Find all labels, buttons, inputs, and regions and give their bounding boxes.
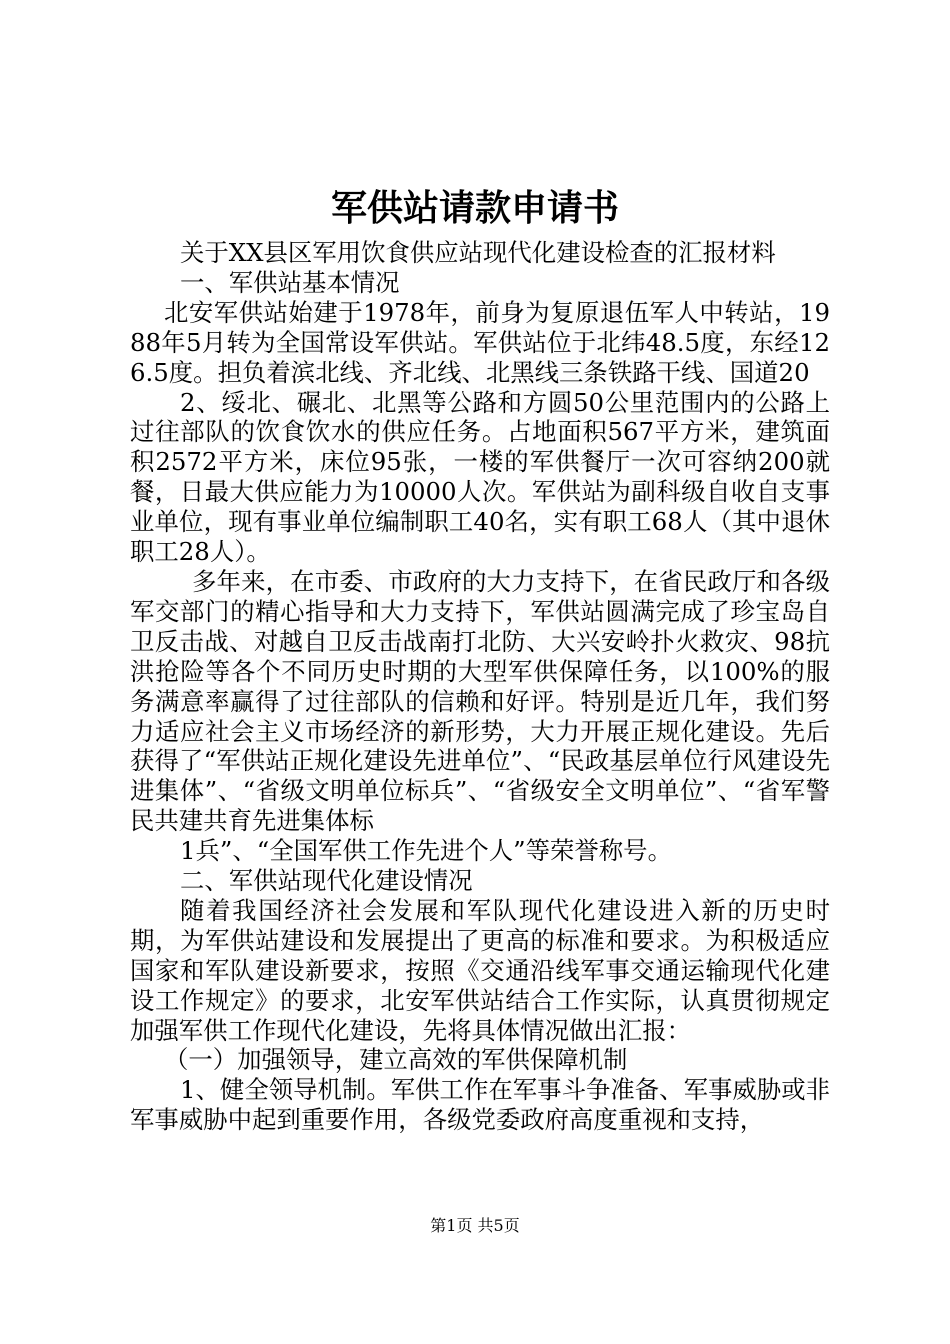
page-number-footer: 第1页 共5页 [430, 1216, 520, 1235]
paragraph-leadership: 1、健全领导机制。军供工作在军事斗争准备、军事威胁或非军事威胁中起到重要作用，各级党委政府高度重视和支持， [130, 1075, 830, 1135]
subsection-heading-1: （一）加强领导，建立高效的军供保障机制 [164, 1045, 628, 1075]
section-heading-2: 二、军供站现代化建设情况 [180, 866, 473, 896]
document-title: 军供站请款申请书 [330, 187, 619, 229]
section-heading-1: 一、军供站基本情况 [180, 267, 400, 297]
document-body [130, 238, 830, 1135]
paragraph-basic-info: 北安军供站始建于1978年，前身为复原退伍军人中转站，1988年5月转为全国常设军供站。军供站位于北纬48.5度，东经126.5度。担负着滨北线、齐北线、北黑线三条铁路干线、国道20 [130, 297, 830, 387]
paragraph-supply-task: 2、绥北、碾北、北黑等公路和方圆50公里范围内的公路上过往部队的饮食饮水的供应任务。占地面积567平方米，建筑面积2572平方米，床位95张，一楼的军供餐厅一次可容纳200就餐，日最大供应能力为10000人次。军供站为副科级自收自支事业单位，现有事业单位编制职工40名，实有职工68人（其中退休职工28人）。 [130, 387, 830, 567]
paragraph-achievements: 多年来，在市委、市政府的大力支持下，在省民政厅和各级军交部门的精心指导和大力支持下，军供站圆满完成了珍宝岛自卫反击战、对越自卫反击战南打北防、大兴安岭扑火救灾、98抗洪抢险等各个不同历史时期的大型军供保障任务，以100%的服务满意率赢得了过往部队的信赖和好评。特别是近几年，我们努力适应社会主义市场经济的新形势，大力开展正规化建设。先后获得了“军供站正规化建设先进单位”、“民政基层单位行风建设先进集体”、“省级文明单位标兵”、“省级安全文明单位”、“省军警民共建共育先进集体标 [130, 566, 830, 836]
report-subtitle: 关于XX县区军用饮食供应站现代化建设检查的汇报材料 [180, 238, 776, 267]
paragraph-honors: 1兵”、“全国军供工作先进个人”等荣誉称号。 [180, 836, 672, 866]
paragraph-modernization: 随着我国经济社会发展和军队现代化建设进入新的历史时期，为军供站建设和发展提出了更高的标准和要求。为积极适应国家和军队建设新要求，按照《交通沿线军事交通运输现代化建设工作规定》的要求，北安军供站结合工作实际，认真贯彻规定加强军供工作现代化建设，先将具体情况做出汇报： [130, 895, 830, 1045]
